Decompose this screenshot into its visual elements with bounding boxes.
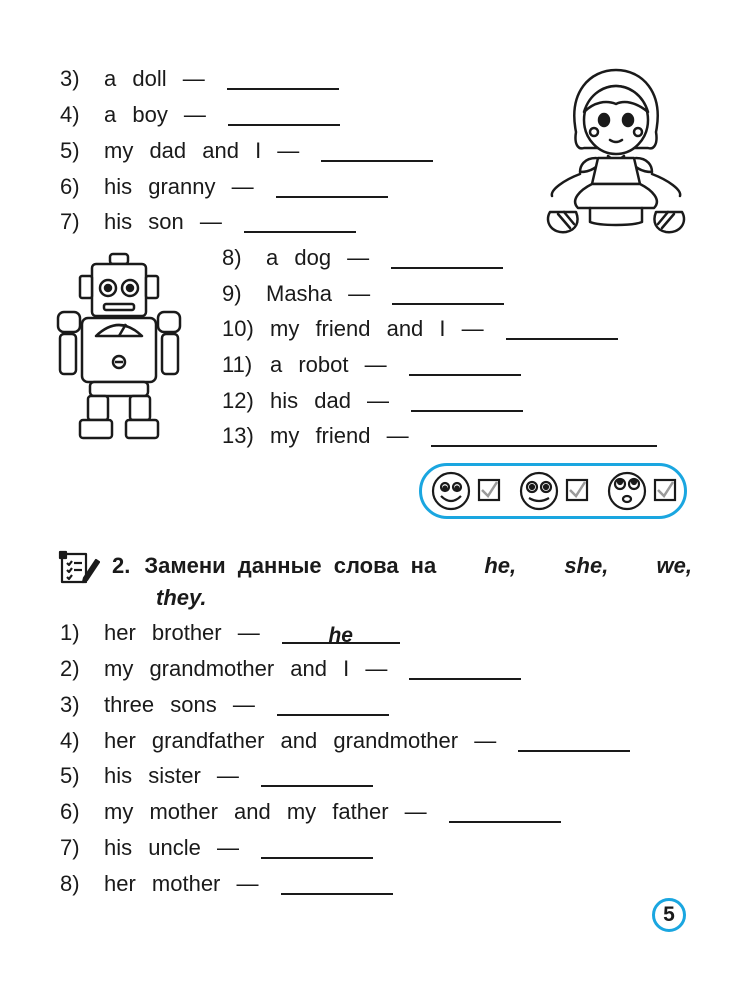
- item-number: 8): [222, 245, 242, 270]
- answer-blank[interactable]: [411, 390, 523, 412]
- answer-blank[interactable]: [409, 658, 521, 680]
- item-number: 4): [60, 102, 80, 127]
- item-number: 7): [60, 835, 80, 860]
- exercise1-item-3: [60, 64, 339, 94]
- exercise1-item-5: [60, 136, 433, 166]
- exercise1-item-7: [60, 207, 356, 237]
- exercise2-item-3: [60, 690, 389, 720]
- item-number: 6): [60, 174, 80, 199]
- item-number: 11): [222, 352, 253, 377]
- answer-blank[interactable]: [392, 283, 504, 305]
- exercise2-item-1: [60, 618, 400, 648]
- robot-illustration: [52, 250, 184, 446]
- answer-blank[interactable]: [282, 622, 400, 647]
- exercise1-item-9: [222, 279, 504, 309]
- answer-blank[interactable]: [431, 425, 657, 447]
- answer-blank[interactable]: [409, 354, 521, 376]
- exercise1-item-13: [222, 421, 657, 451]
- item-text: three sons —: [104, 692, 255, 717]
- answer-blank[interactable]: [276, 176, 388, 198]
- item-text: his sister —: [104, 763, 239, 788]
- happy-face-icon: [433, 473, 469, 509]
- exercise1-item-10: [222, 314, 618, 344]
- answer-blank[interactable]: [244, 211, 356, 233]
- item-text: his dad —: [270, 388, 390, 413]
- example-answer: he: [328, 624, 353, 647]
- exercise1-item-8: [222, 243, 503, 273]
- exercise2-item-2: [60, 654, 521, 684]
- exercise-number: 2.: [112, 553, 131, 578]
- answer-blank[interactable]: [261, 765, 373, 787]
- item-text: my friend and I —: [270, 316, 484, 341]
- title-text: Замени данные слова на: [144, 553, 437, 578]
- item-number: 9): [222, 281, 242, 306]
- neutral-face-icon: [521, 473, 557, 509]
- exercise2-item-6: [60, 797, 561, 827]
- item-number: 7): [60, 209, 80, 234]
- answer-blank[interactable]: [518, 730, 630, 752]
- answer-blank[interactable]: [227, 68, 339, 90]
- item-number: 12): [222, 388, 254, 413]
- page-number: 5: [652, 898, 686, 932]
- self-assessment-faces: [425, 466, 683, 516]
- item-text: his uncle —: [104, 835, 239, 860]
- item-number: 5): [60, 763, 80, 788]
- item-number: 3): [60, 692, 80, 717]
- exercise2-item-4: [60, 726, 630, 756]
- item-text: her grandfather and grandmother —: [104, 728, 497, 753]
- answer-blank[interactable]: [506, 318, 618, 340]
- exercise2-title: [112, 550, 692, 614]
- item-text: my dad and I —: [104, 138, 300, 163]
- pronoun-he: he,: [484, 553, 517, 578]
- exercise1-item-4: [60, 100, 340, 130]
- item-text: Masha —: [266, 281, 371, 306]
- item-text: a doll —: [104, 66, 205, 91]
- item-text: a dog —: [266, 245, 370, 270]
- item-text: a boy —: [104, 102, 206, 127]
- item-number: 8): [60, 871, 80, 896]
- pronoun-she: she,: [564, 553, 609, 578]
- item-text: a robot —: [270, 352, 387, 377]
- answer-blank[interactable]: [228, 104, 340, 126]
- item-number: 5): [60, 138, 80, 163]
- writing-task-icon: [58, 550, 100, 586]
- exercise1-item-6: [60, 172, 388, 202]
- item-text: her brother —: [104, 620, 260, 645]
- exercise2-item-8: [60, 869, 393, 899]
- item-text: my mother and my father —: [104, 799, 427, 824]
- answer-blank[interactable]: [449, 801, 561, 823]
- item-text: my friend —: [270, 423, 409, 448]
- item-number: 13): [222, 423, 254, 448]
- answer-blank[interactable]: [277, 694, 389, 716]
- item-number: 4): [60, 728, 80, 753]
- exercise2-item-7: [60, 833, 373, 863]
- item-number: 1): [60, 620, 80, 645]
- pronoun-they: they.: [156, 585, 207, 610]
- worried-face-icon: [609, 473, 645, 509]
- item-text: my grandmother and I —: [104, 656, 388, 681]
- pronoun-we: we,: [656, 553, 692, 578]
- item-text: his son —: [104, 209, 222, 234]
- item-text: her mother —: [104, 871, 259, 896]
- answer-blank[interactable]: [281, 873, 393, 895]
- answer-blank[interactable]: [391, 247, 503, 269]
- exercise1-item-11: [222, 350, 521, 380]
- doll-illustration: [540, 62, 692, 242]
- exercise1-item-12: [222, 386, 523, 416]
- item-number: 3): [60, 66, 80, 91]
- answer-blank[interactable]: [321, 140, 433, 162]
- item-number: 10): [222, 316, 254, 341]
- item-text: his granny —: [104, 174, 254, 199]
- item-number: 6): [60, 799, 80, 824]
- exercise2-item-5: [60, 761, 373, 791]
- item-number: 2): [60, 656, 80, 681]
- answer-blank[interactable]: [261, 837, 373, 859]
